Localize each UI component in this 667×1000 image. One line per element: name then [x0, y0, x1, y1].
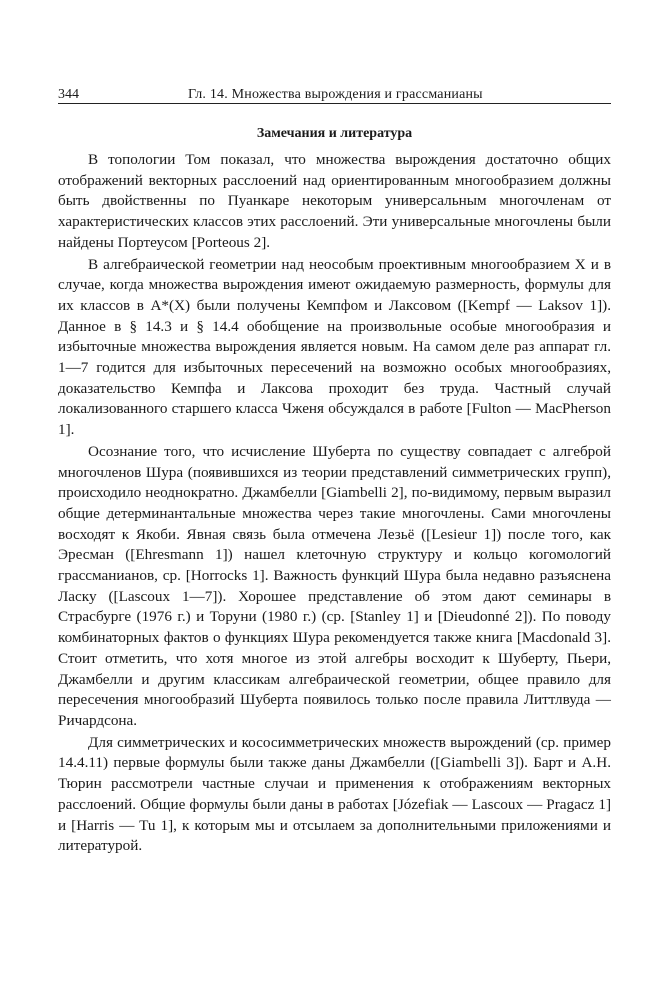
section-title: Замечания и литература: [256, 126, 413, 141]
paragraph: Осознание того, что исчисление Шуберта по существу совпадает с алгеброй многочленов Шура (появившихся из теории представлений симметрических групп), происходило неоднократно. Джамбелли [Giambelli 2], по-видимому, первым выразил общие детерминантальные множества через такие многочлены. Сами многочлены восходят к Якоби. Явная связь была отмечена Лезьё ([Lesieur 1]) после того, как Эресман ([Ehresmann 1]) нашел клеточную структуру и кольцо когомологий грассманианов, ср. [Horrocks 1]. Важность функций Шура была недавно разъяснена Ласку ([Lascoux 1—7]). Хорошее представление об этом дают семинары в Страсбурге (1976 г.) и Торуни (1980 г.) (ср. [Stanley 1] и [Dieudonné 2]). По поводу комбинаторных фактов о функциях Шура рекомендуется также книга [Macdonald 3]. Стоит отметить, что хотя многое из этой алгебры восходит к Шуберту, Пьери, Джамбелли и другим классикам алгебраической геометрии, общее правило для пересечения многообразий Шуберта появилось только после правила Литтлвуда — Ричардсона.: [58, 442, 611, 729]
body-text: [58, 150, 611, 857]
page-number: 344: [58, 87, 79, 102]
running-title: Гл. 14. Множества вырождения и грассманианы: [188, 87, 483, 102]
paragraph: В алгебраической геометрии над неособым проективным многообразием X и в случае, когда множества вырождения имеют ожидаемую размерность, формулы для их классов в A*(X) были получены Кемпфом и Лаксовом ([Kempf — Laksov 1]). Данное в § 14.3 и § 14.4 обобщение на произвольные особые многообразия и избыточные множества вырождения является новым. На самом деле раз аппарат гл. 1—7 годится для избыточных пересечений на возможно особых многообразиях, доказательство Кемпфа и Лаксова проходит без труда. Частный случай локализованного старшего класса Чженя обсуждался в работе [Fulton — MacPherson 1].: [58, 255, 611, 439]
paragraph: В топологии Том показал, что множества вырождения достаточно общих отображений векторных расслоений над ориентированным многообразием должны быть двойственны по Пуанкаре некоторым универсальным многочленам от характеристических классов этих расслоений. Эти универсальные многочлены были найдены Портеусом [Porteous 2].: [58, 151, 611, 251]
paragraph: Для симметрических и кососимметрических множеств вырождений (ср. пример 14.4.11) первые формулы были также даны Джамбелли ([Giambelli 3]). Барт и А.Н. Тюрин рассмотрели частные случаи и применения к отображениям векторных расслоений. Общие формулы были даны в работах [Józefiak — Lascoux — Pragacz 1] и [Harris — Tu 1], к которым мы и отсылаем за дополнительными приложениями и литературой.: [58, 733, 611, 855]
header-rule: [58, 103, 611, 104]
